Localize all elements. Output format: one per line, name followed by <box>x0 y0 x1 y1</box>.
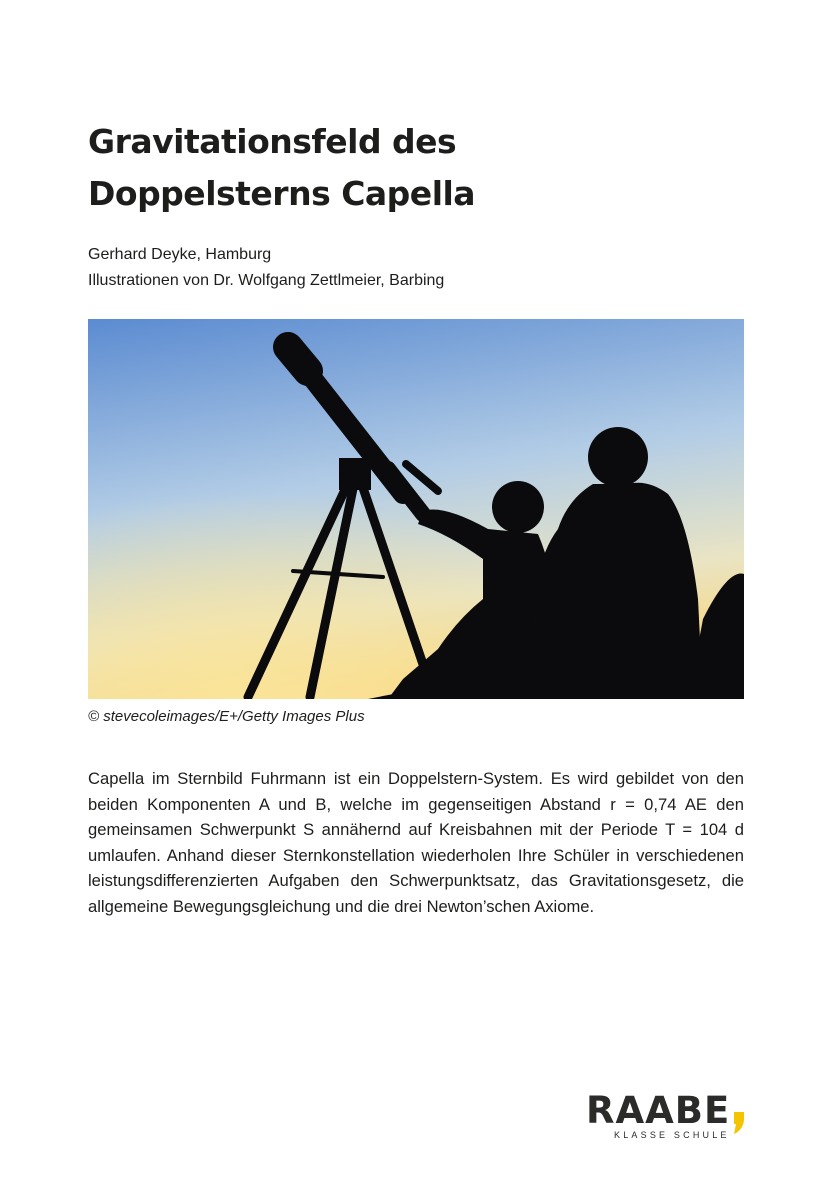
author-name: Gerhard Deyke, Hamburg <box>88 246 272 263</box>
author-block <box>88 242 444 294</box>
cover-photo <box>88 319 744 699</box>
logo-comma-icon <box>732 1112 744 1134</box>
title-line-1: Gravitationsfeld des <box>88 122 457 161</box>
illustrator-credit: Illustrationen von Dr. Wolfgang Zettlmeier, Barbing <box>88 272 445 289</box>
title-line-2: Doppelsterns Capella <box>88 174 476 213</box>
image-credit: © stevecoleimages/E+/Getty Images Plus <box>88 708 365 725</box>
raabe-logo <box>586 1090 746 1144</box>
logo-wordmark: RAABE <box>586 1089 731 1132</box>
logo-tagline: KLASSE SCHULE <box>614 1130 730 1140</box>
document-title <box>88 116 688 220</box>
telescope-silhouette-photo <box>88 319 744 699</box>
intro-paragraph: Capella im Sternbild Fuhrmann ist ein Doppelstern-System. Es wird gebildet von den beiden Komponenten A und B, welche im gegenseitigen Abstand r = 0,74 AE den gemeinsamen Schwerpunkt S annähernd auf Kreisbahnen mit der Periode T = 104 d umlaufen. Anhand dieser Sternkonstellation wiederholen Ihre Schüler in verschiedenen leistungsdifferenzierten Aufgaben den Schwerpunktsatz, das Gravitationsgesetz, die allgemeine Bewegungsgleichung und die drei Newton’schen Axiome. <box>88 769 744 916</box>
